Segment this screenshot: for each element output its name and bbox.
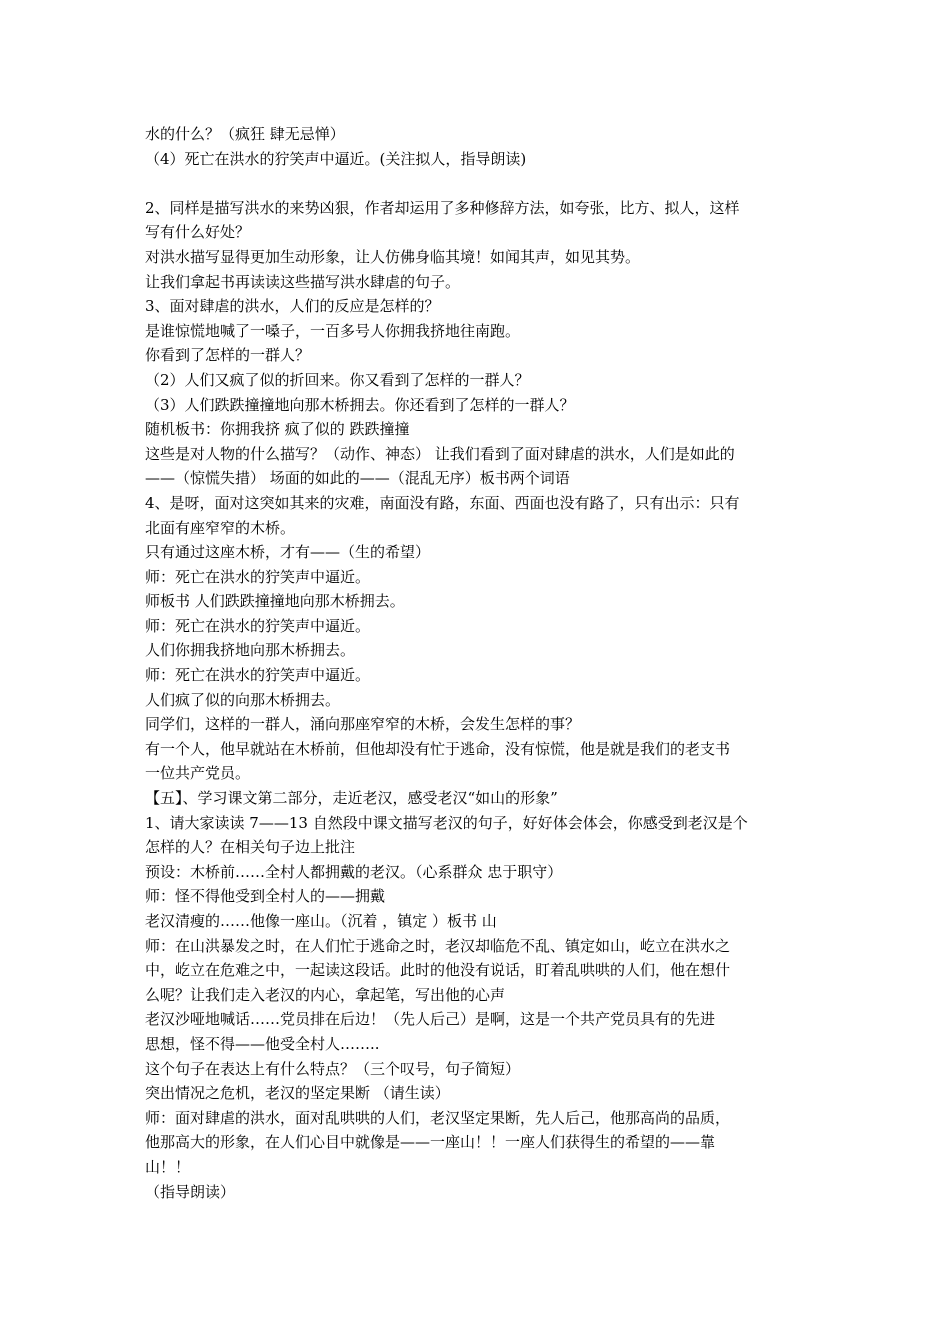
text-line: ——（惊慌失措） 场面的如此的——（混乱无序）板书两个词语 — [145, 469, 570, 488]
text-line: 么呢？让我们走入老汉的内心，拿起笔，写出他的心声 — [145, 985, 506, 1004]
text-line: 这个句子在表达上有什么特点？（三个叹号，句子简短） — [145, 1059, 521, 1078]
blank-line — [145, 171, 815, 196]
text-line: （2）人们又疯了似的折回来。你又看到了怎样的一群人？ — [145, 370, 530, 389]
text-line: 师：怪不得他受到全村人的——拥戴 — [145, 887, 386, 906]
text-line: 人们你拥我挤地向那木桥拥去。 — [145, 641, 356, 660]
text-line: 师：死亡在洪水的狞笑声中逼近。 — [145, 567, 371, 586]
text-line: 水的什么？（疯狂 肆无忌惮） — [145, 125, 345, 143]
text-line: 怎样的人？在相关句子边上批注 — [145, 838, 356, 857]
text-line: 北面有座窄窄的木桥。 — [145, 518, 296, 537]
text-line: 人们疯了似的向那木桥拥去。 — [145, 690, 341, 709]
text-line: 对洪水描写显得更加生动形象，让人仿佛身临其境！如闻其声，如见其势。 — [145, 247, 641, 266]
text-line: 老汉清瘦的……他像一座山。（沉着 ，镇定 ）板书 山 — [145, 912, 497, 930]
text-line: （指导朗读） — [145, 1182, 236, 1201]
text-line: 突出情况之危机，老汉的坚定果断 （请生读） — [145, 1084, 450, 1103]
text-line: 有一个人，他早就站在木桥前，但他却没有忙于逃命，没有惊慌，他是就是我们的老支书 — [145, 739, 731, 758]
text-line: 预设：木桥前……全村人都拥戴的老汉。（心系群众 忠于职守） — [145, 862, 563, 881]
text-line: 师：面对肆虐的洪水，面对乱哄哄的人们，老汉坚定果断，先人后己，他那高尚的品质， — [145, 1108, 731, 1127]
text-line: 写有什么好处？ — [145, 223, 251, 242]
text-line: 这些是对人物的什么描写？（动作、神态） 让我们看到了面对肆虐的洪水，人们是如此的 — [145, 444, 735, 463]
text-line: 1、请大家读读 7——13 自然段中课文描写老汉的句子，好好体会体会，你感受到老汉是个 — [145, 813, 748, 832]
text-line: 思想，怪不得——他受全村人…….. — [145, 1034, 380, 1053]
text-line: （4）死亡在洪水的狞笑声中逼近。(关注拟人，指导朗读) — [145, 149, 527, 168]
text-line: （3）人们跌跌撞撞地向那木桥拥去。你还看到了怎样的一群人？ — [145, 395, 575, 414]
text-line: 师：死亡在洪水的狞笑声中逼近。 — [145, 616, 371, 635]
text-line: 师板书 人们跌跌撞撞地向那木桥拥去。 — [145, 592, 405, 611]
text-line: 4、是呀，面对这突如其来的灾难，南面没有路，东面、西面也没有路了，只有出示：只有 — [145, 493, 740, 512]
text-line: 随机板书：你拥我挤 疯了似的 跌跌撞撞 — [145, 420, 410, 439]
text-line: 只有通过这座木桥，才有——（生的希望） — [145, 543, 431, 562]
text-line: 他那高大的形象，在人们心目中就像是——一座山！！一座人们获得生的希望的——靠 — [145, 1133, 716, 1152]
text-line: 师：在山洪暴发之时，在人们忙于逃命之时，老汉却临危不乱、镇定如山，屹立在洪水之 — [145, 936, 731, 955]
text-line: 中，屹立在危难之中，一起读这段话。此时的他没有说话，盯着乱哄哄的人们，他在想什 — [145, 961, 731, 980]
text-line: 【五】、学习课文第二部分，走近老汉，感受老汉“如山的形象” — [145, 789, 558, 808]
text-line: 3、面对肆虐的洪水，人们的反应是怎样的？ — [145, 297, 440, 316]
text-line: 老汉沙哑地喊话……党员排在后边！（先人后己）是啊，这是一个共产党员具有的先进 — [145, 1010, 716, 1029]
text-line: 同学们，这样的一群人，涌向那座窄窄的木桥，会发生怎样的事？ — [145, 715, 581, 734]
text-line: 2、同样是描写洪水的来势凶狠，作者却运用了多种修辞方法，如夸张，比方、拟人，这样 — [145, 198, 740, 217]
text-line: 一位共产党员。 — [145, 764, 251, 783]
text-line: 师：死亡在洪水的狞笑声中逼近。 — [145, 666, 371, 685]
text-line: 山！！ — [145, 1157, 191, 1176]
text-line: 是谁惊慌地喊了一嗓子，一百多号人你拥我挤地往南跑。 — [145, 321, 521, 340]
text-line: 你看到了怎样的一群人？ — [145, 346, 311, 365]
document-body — [145, 122, 815, 1204]
text-line: 让我们拿起书再读读这些描写洪水肆虐的句子。 — [145, 272, 461, 291]
